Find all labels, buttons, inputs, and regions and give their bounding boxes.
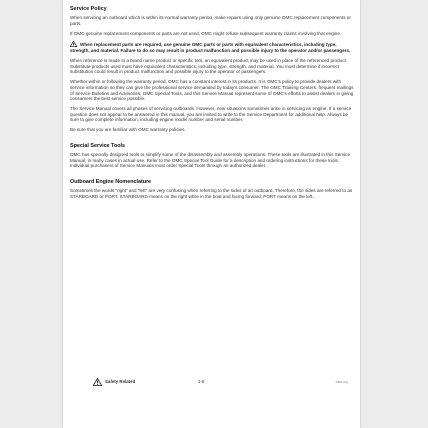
safety-triangle-icon — [93, 378, 102, 387]
warning-triangle-icon — [70, 41, 77, 49]
safety-related-label: Safety Related — [105, 379, 136, 384]
warning-text: When replacement parts are required, use genuine OMC parts or parts with equivalent characteristics, including type, strength, and material. Failure to do so may result in product malfunction and possible injury to the operator and/or passengers. — [70, 41, 351, 54]
section-heading-special-service-tools: Special Service Tools — [70, 143, 126, 150]
page-footer — [93, 378, 350, 386]
paragraph: Be sure that you are familiar with OMC warranty policies. — [70, 127, 186, 133]
paragraph: The Service Manual covers all phases of servicing outboards. However, new situations sometimes arise in servicing an engine. If a service question does not appear to be answered in this manual, you are invited to write to the Service Department for additional help. Always be sure to give complete information, including engine model number and serial number. — [70, 106, 352, 123]
document-code: RBH-ring — [335, 380, 348, 384]
paragraph: OMC has specially designed tools to simplify some of the disassembly and assembly operations. These tools are illustrated in this Service Manual, in many cases in actual use. Refer to the OMC Special Tool Guide for a description and ordering instructions for these tools. Individual purchasers of Service Manuals must order Special Tools through an authorized dealer. — [70, 152, 351, 169]
page-content — [70, 6, 354, 204]
paragraph: Whether within or following the warranty period, OMC has a constant interest in its products. It is OMC's policy to provide dealers with service information so they can give the professional service demanded by today's consumer. The OMC Training Centers, frequent mailings of Service Bulletins and Advisories, OMC Special Tools, and this Service Manual represent some of OMC's efforts to assist dealers in giving consumers the best service possible. — [70, 79, 354, 102]
paragraph: When reference is made to a brand name product or specific tool, an equivalent product may be used in place of the referenced product. Substitute products used must have equivalent characteristics, including type, strength, and material. You must determine if incorrect substitution could result in product malfunction and possible injury to the operator or passengers. — [70, 58, 348, 75]
paragraph: If OMC genuine replacement components or parts are not used, OMC might refuse subsequent warranty claims involving that engine. — [70, 30, 342, 36]
paragraph: Sometimes the words "right" and "left" are very confusing when referring to the sides of an outboard. Therefore, the sides are referred to as STARBOARD or PORT. STARBOARD means on the right while in the boat and facing forward; PORT means on the left. — [70, 188, 353, 199]
paragraph: When servicing an outboard which is within its normal warranty period, make repairs using only genuine OMC replacement components or parts. — [70, 15, 351, 26]
warning-block — [70, 41, 354, 54]
section-heading-service-policy: Service Policy — [70, 6, 107, 12]
page-number: 1-6 — [198, 379, 205, 384]
manual-page — [63, 0, 360, 428]
section-heading-engine-nomenclature: Outboard Engine Nomenclature — [70, 179, 152, 186]
